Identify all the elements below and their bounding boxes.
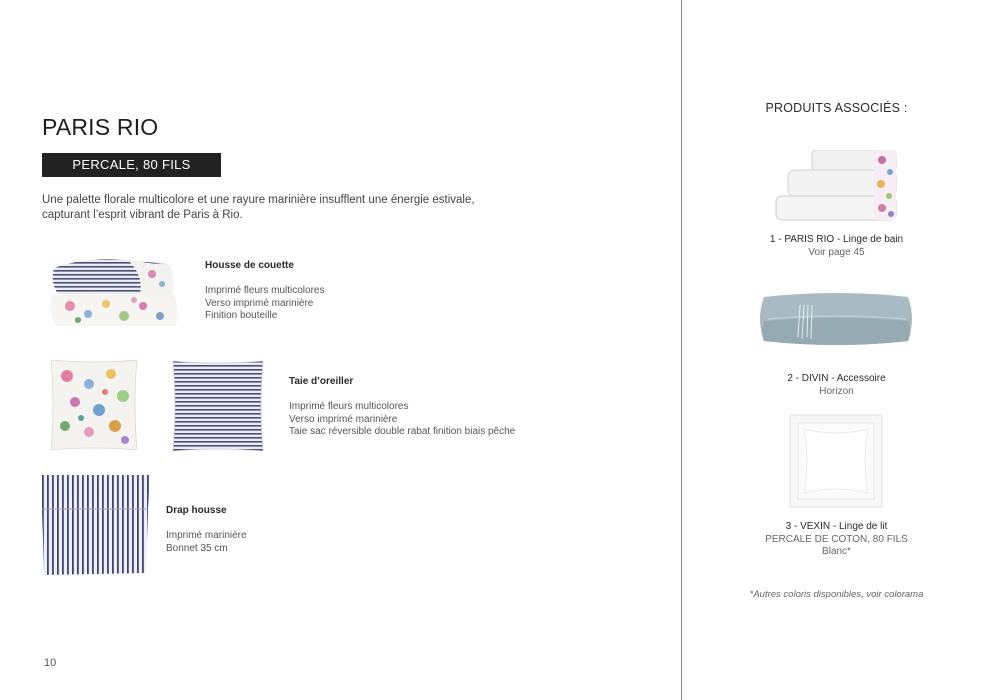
striped-pillowcase-image: [169, 357, 267, 455]
related-item-title: 2 - DIVIN - Accessoire: [787, 373, 886, 384]
product-name-duvet: Housse de couette: [205, 260, 294, 271]
detail-line: Finition bouteille: [205, 310, 278, 322]
towels-image: [774, 150, 900, 222]
detail-line: Imprimé fleurs multicolores: [289, 401, 409, 412]
colorama-footnote: *Autres coloris disponibles, voir colorama: [749, 589, 924, 600]
duvet-cover-image: [48, 254, 180, 330]
product-name-fitted-sheet: Drap housse: [166, 505, 227, 516]
collection-title: PARIS RIO: [42, 114, 159, 140]
product-details-fitted-sheet: [166, 530, 247, 555]
floral-pillowcase-image: [45, 356, 143, 454]
detail-line: Bonnet 35 cm: [166, 542, 228, 554]
fabric-band: PERCALE, 80 FILS: [42, 153, 221, 177]
detail-line: Imprimé marinière: [166, 530, 247, 541]
related-item-title: 1 - PARIS RIO - Linge de bain: [769, 234, 904, 245]
related-products-heading: PRODUITS ASSOCIÉS :: [765, 101, 908, 115]
detail-line: Verso imprimé marinière: [289, 413, 398, 425]
product-details-pillowcase: [289, 401, 515, 439]
detail-line: Taie sac réversible double rabat finition biais pêche: [289, 426, 516, 438]
page-divider: [681, 0, 682, 700]
page-number: 10: [44, 657, 57, 669]
detail-line: Verso imprimé marinière: [205, 297, 314, 309]
white-pillow-image: [788, 413, 884, 509]
related-item-detail: Horizon: [819, 385, 854, 397]
detail-line: Imprimé fleurs multicolores: [205, 285, 325, 296]
throw-blanket-image: [758, 291, 914, 347]
related-item-detail: Blanc*: [822, 546, 851, 558]
product-details-duvet: [205, 285, 324, 323]
related-item-title: 3 - VEXIN - Linge de lit: [785, 521, 888, 532]
related-item-detail: PERCALE DE COTON, 80 FILS: [765, 533, 908, 545]
related-item-2: [683, 373, 990, 398]
intro-text: Une palette florale multicolore et une rayure marinière insufflent une énergie estivale, capturant l’esprit vibrant de Paris à Rio.: [42, 194, 475, 221]
related-item-1: [683, 234, 990, 259]
related-item-3: [683, 521, 990, 559]
fitted-sheet-image: [42, 475, 150, 575]
related-item-detail: Voir page 45: [808, 246, 865, 258]
product-name-pillowcase: Taie d’oreiller: [289, 376, 354, 387]
